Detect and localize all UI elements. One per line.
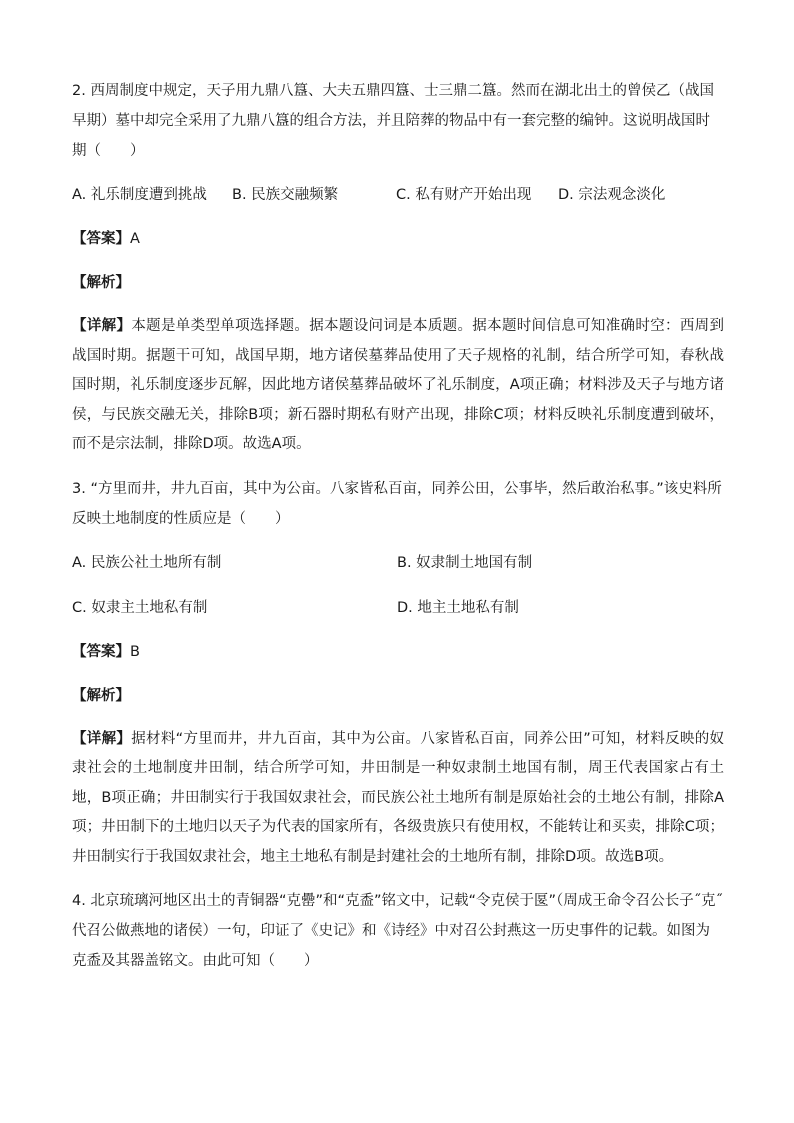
question-2-option-d: D. 宗法观念淡化 xyxy=(558,187,666,203)
detail-text: 本题是单类型单项选择题。据本题设问词是本质题。据本题时间信息可知准确时空：西周到战国时期。据题干可知，战国早期，地方诸侯墓葬品使用了天子规格的礼制，结合所学可知，春秋战国时期，礼乐制度逐步瓦解，因此地方诸侯墓葬品破坏了礼乐制度，A项正确；材料涉及天子与地方诸侯，与民族交融无关，排除B项；新石器时期私有财产出现，排除C项；材料反映礼乐制度遭到破坏，而不是宗法制，排除D项。故选A项。 xyxy=(72,318,725,452)
question-2 xyxy=(72,76,724,460)
analysis-tag: 【解析】 xyxy=(72,275,130,291)
question-2-options xyxy=(72,180,724,210)
answer-value: B xyxy=(130,643,140,660)
document-page xyxy=(72,62,724,976)
answer-tag: 【答案】 xyxy=(72,231,130,247)
question-2-analysis-heading xyxy=(72,268,724,298)
answer-value: A xyxy=(130,231,140,247)
question-3-option-b: B. 奴隶制土地国有制 xyxy=(397,554,533,571)
question-3-analysis-heading xyxy=(72,681,724,711)
question-3-answer xyxy=(72,637,724,667)
question-2-option-a: A. 礼乐制度遭到挑战 xyxy=(72,187,207,203)
question-3-option-d: D. 地主土地私有制 xyxy=(397,599,519,616)
question-3-options xyxy=(72,548,724,623)
question-2-stem: 2. 西周制度中规定，天子用九鼎八簋、大夫五鼎四簋、士三鼎二簋。然而在湖北出土的曾侯乙（战国早期）墓中却完全采用了九鼎八簋的组合方法，并且陪葬的物品中有一套完整的编钟。这说明战国时期（ ） xyxy=(72,83,714,159)
question-4 xyxy=(72,886,724,976)
question-3-option-c: C. 奴隶主土地私有制 xyxy=(72,599,208,616)
question-2-detail xyxy=(72,312,724,460)
question-3-option-a: A. 民族公社土地所有制 xyxy=(72,554,222,571)
question-2-option-c: C. 私有财产开始出现 xyxy=(396,187,532,203)
detail-tag: 【详解】 xyxy=(72,318,132,334)
question-3-stem: 3. “方里而井，井九百亩，其中为公亩。八家皆私百亩，同养公田，公事毕，然后敢治私事。”该史料所反映土地制度的性质应是（ ） xyxy=(72,480,722,527)
detail-text: 据材料“方里而井，井九百亩，其中为公亩。八家皆私百亩，同养公田”可知，材料反映的奴隶社会的土地制度井田制，结合所学可知，井田制是一种奴隶制土地国有制，周王代表国家占有土地，B项正确；井田制实行于我国奴隶社会，而民族公社土地所有制是原始社会的土地公有制，排除A项；井田制下的土地归以天子为代表的国家所有，各级贵族只有使用权，不能转让和买卖，排除C项；井田制实行于我国奴隶社会，地主土地私有制是封建社会的土地所有制，排除D项。故选B项。 xyxy=(72,730,724,865)
analysis-tag: 【解析】 xyxy=(72,687,130,704)
question-4-stem: 4. 北京琉璃河地区出土的青铜器“克罍”和“克盉”铭文中，记载“令克侯于匽”（周成王命令召公长子˝克˝代召公做燕地的诸侯）一句，印证了《史记》和《诗经》中对召公封燕这一历史事件的记载。如图为克盉及其器盖铭文。由此可知（ ） xyxy=(72,893,723,969)
question-3 xyxy=(72,474,724,873)
detail-tag: 【详解】 xyxy=(72,730,132,747)
question-2-answer xyxy=(72,224,724,254)
answer-tag: 【答案】 xyxy=(72,643,130,660)
question-3-detail xyxy=(72,725,724,873)
question-2-option-b: B. 民族交融频繁 xyxy=(232,187,339,203)
